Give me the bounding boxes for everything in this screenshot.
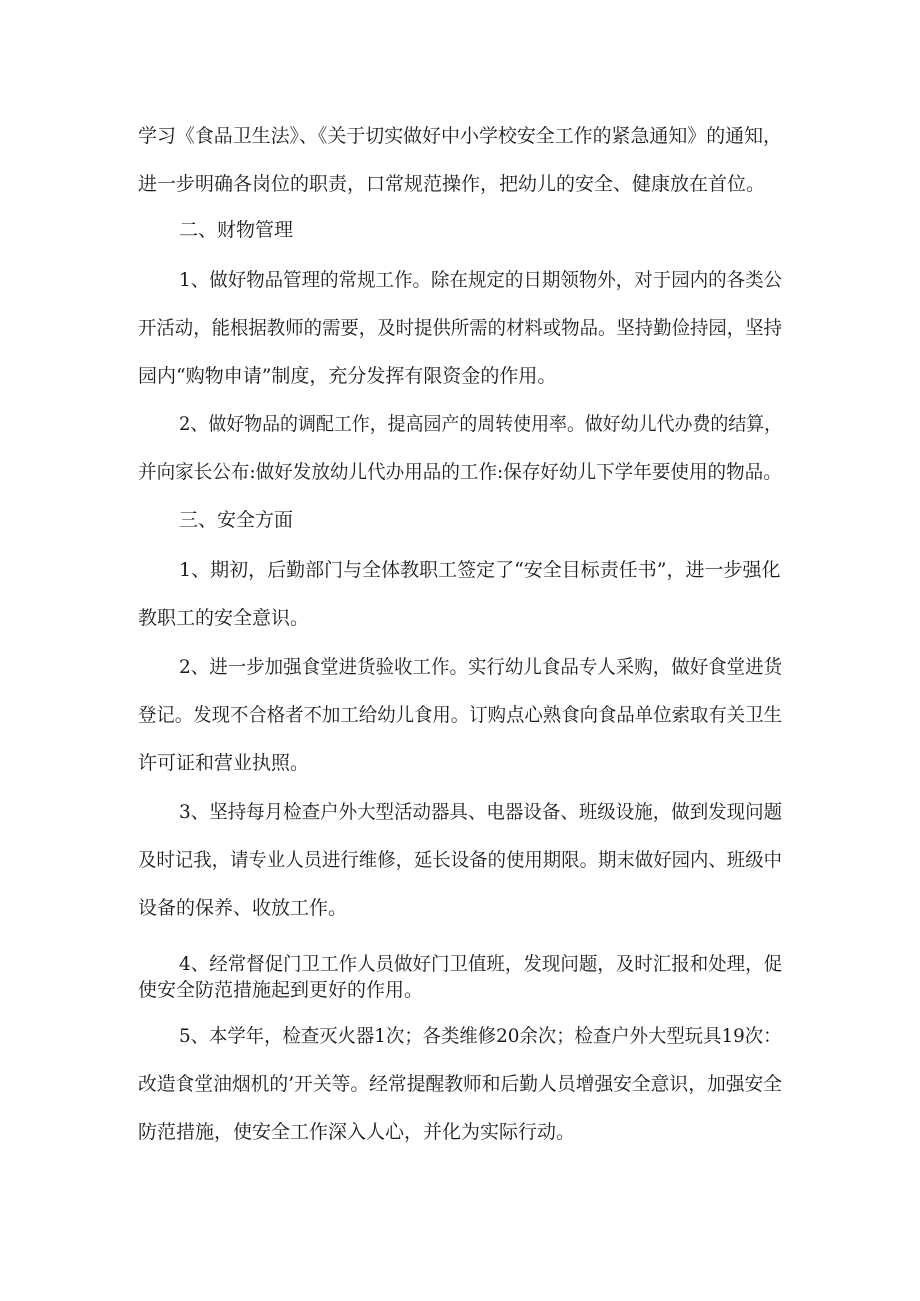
safety-item-1-line-1: 1、期初，后勤部门与全体教职工签定了“安全目标责任书”，进一步强化 [179,559,781,581]
finance-item-1-line-2: 开活动，能根据教师的需要，及时提供所需的材料或物品。坚持勤俭持园，坚持 [138,317,783,339]
safety-item-5-line-1: 5、本学年，检查灭火器1次；各类维修20余次；检查户外大型玩具19次： [179,1025,782,1047]
safety-item-2-line-1: 2、进一步加强食堂进货验收工作。实行幼儿食品专人采购，做好食堂进货 [179,656,783,678]
safety-item-3-line-3: 设备的保养、收放工作。 [138,897,348,919]
safety-item-2-line-2: 登记。发现不合格者不加工给幼儿食用。订购点心熟食向食品单位索取有关卫生 [138,704,783,726]
safety-item-2-line-3: 许可证和营业执照。 [138,752,310,774]
finance-item-1-line-3: 园内“购物申请”制度，充分发挥有限资金的作用。 [138,365,557,387]
intro-line-2: 进一步明确各岗位的职责，口常规范操作，把幼儿的安全、健康放在首位。 [138,173,766,195]
safety-item-4-line-1: 4、经常督促门卫工作人员做好门卫值班，发现问题，及时汇报和处理，促 [179,953,783,975]
safety-item-3-line-1: 3、坚持每月检查户外大型活动器具、电器设备、班级设施，做到发现问题 [179,801,783,823]
finance-item-2-line-1: 2、做好物品的调配工作，提高园产的周转使用率。做好幼儿代办费的结算， [179,413,783,435]
safety-item-1-line-2: 教职工的安全意识。 [138,607,310,629]
safety-item-4-line-2: 使安全防范措施起到更好的作用。 [138,979,424,1001]
finance-item-2-line-2: 并向家长公布:做好发放幼儿代办用品的工作:保存好幼儿下学年要使用的物品。 [138,461,782,483]
safety-item-5-line-2: 改造食堂油烟机的’开关等。经常提醒教师和后勤人员增强安全意识，加强安全 [138,1073,783,1095]
safety-item-5-line-3: 防范措施，使安全工作深入人心，并化为实际行动。 [138,1121,576,1143]
section-heading-finance: 二、财物管理 [179,219,294,241]
safety-item-3-line-2: 及时记我，请专业人员进行维修，延长设备的使用期限。期末做好园内、班级中 [138,849,783,871]
section-heading-safety: 三、安全方面 [179,509,294,531]
intro-line-1: 学习《食品卫生法》、《关于切实做好中小学校安全工作的紧急通知》的通知， [138,125,783,147]
finance-item-1-line-1: 1、做好物品管理的常规工作。除在规定的日期领物外，对于园内的各类公 [179,269,783,291]
